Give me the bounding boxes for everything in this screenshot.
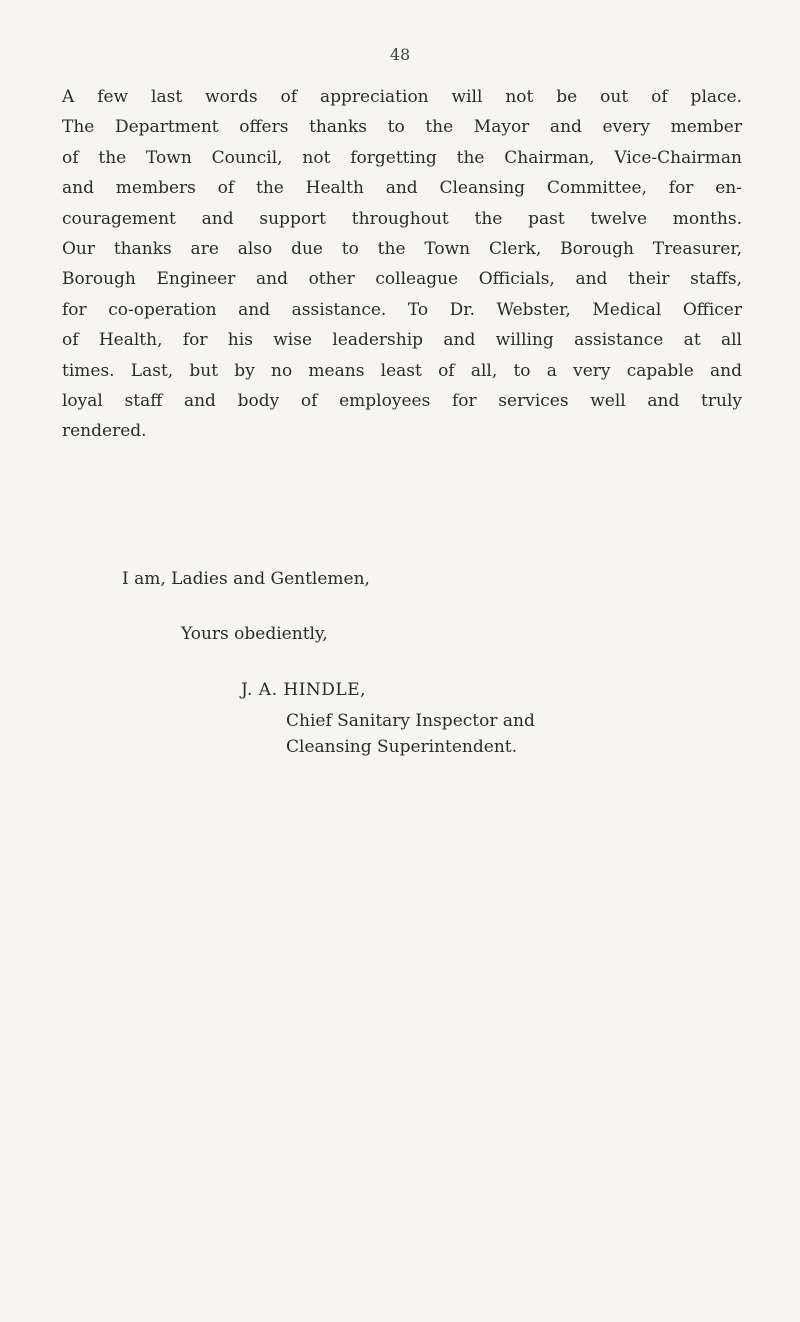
paragraph-line: and members of the Health and Cleansing Committee, for en- — [62, 178, 742, 199]
sign-off: Yours obediently, — [181, 624, 328, 644]
paragraph-line: loyal staff and body of employees for services well and truly — [62, 390, 742, 411]
paragraph-line: A few last words of appreciation will not be out of place. — [62, 87, 742, 107]
paragraph-line: Borough Engineer and other colleague Officials, and their staffs, — [62, 269, 742, 290]
paragraph-line: of Health, for his wise leadership and willing assistance at all — [62, 330, 742, 351]
paragraph-line: for co-operation and assistance. To Dr. Webster, Medical Officer — [62, 299, 742, 320]
salutation: I am, Ladies and Gentlemen, — [122, 569, 370, 589]
page-number: 48 — [389, 45, 411, 64]
body-paragraph — [62, 82, 742, 447]
paragraph-line: times. Last, but by no means least of all, to a very capable and — [62, 360, 742, 381]
paragraph-line: couragement and support throughout the past twelve months. — [62, 208, 742, 229]
signatory-title-line: Chief Sanitary Inspector and — [286, 711, 535, 731]
signatory-title-line: Cleansing Superintendent. — [286, 737, 518, 757]
signatory-name: J. A. HINDLE, — [241, 680, 367, 700]
paragraph-line: Our thanks are also due to the Town Clerk, Borough Treasurer, — [62, 238, 742, 259]
paragraph-line: of the Town Council, not forgetting the Chairman, Vice-Chairman — [62, 147, 742, 168]
paragraph-line: rendered. — [62, 421, 147, 442]
paragraph-line: The Department offers thanks to the Mayor and every member — [62, 117, 742, 138]
